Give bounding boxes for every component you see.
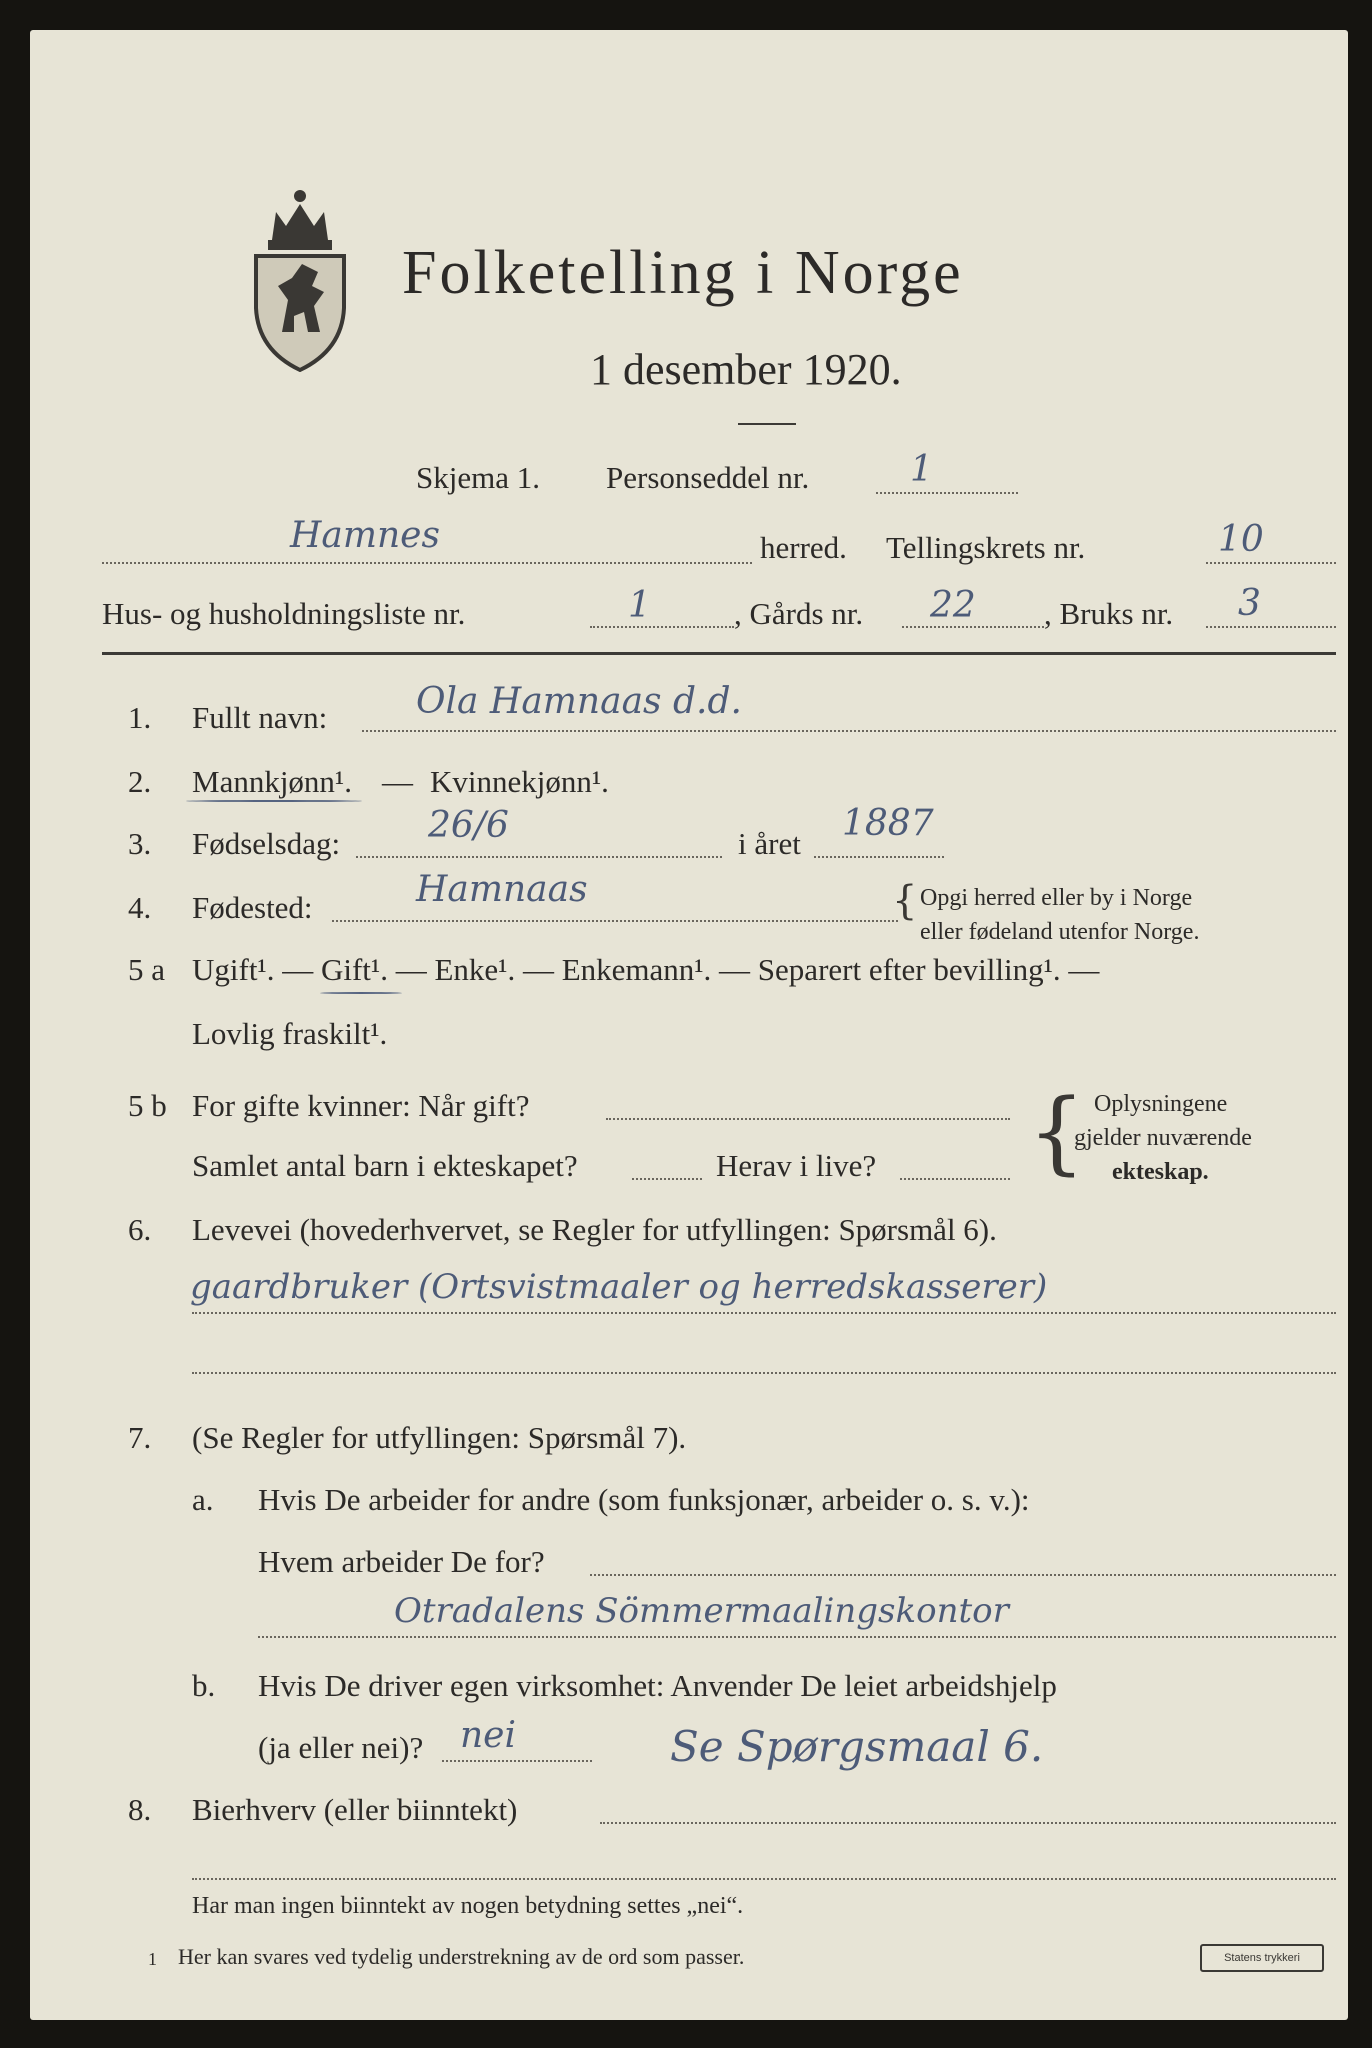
q6-line2 xyxy=(192,1372,1336,1374)
q7b-line xyxy=(442,1760,592,1762)
q3-label: Fødselsdag: xyxy=(192,826,341,861)
q7a-letter: a. xyxy=(192,1482,214,1517)
q6-line1 xyxy=(192,1312,1336,1314)
q5b-note-brace: { xyxy=(1028,1080,1086,1185)
q3-day-line xyxy=(356,856,722,858)
gards-label: , Gårds nr. xyxy=(734,596,864,631)
personseddel-line xyxy=(876,492,1018,494)
q3-year-label: i året xyxy=(738,826,801,861)
printer-stamp-text: Statens trykkeri xyxy=(1224,1952,1300,1964)
q2-female-option: Kvinnekjønn¹. xyxy=(430,764,609,799)
personseddel-value: 1 xyxy=(910,449,933,490)
q5b-note-line2: gjelder nuværende xyxy=(1074,1125,1252,1151)
q5a-gift-underline xyxy=(320,992,402,994)
no-income-note: Har man ingen biinntekt av nogen betydning settes „nei“. xyxy=(192,1893,744,1919)
norwegian-coat-of-arms-icon xyxy=(242,182,358,372)
q5a-options: Ugift¹. — Gift¹. — Enke¹. — Enkemann¹. — Separert efter bevilling¹. — xyxy=(192,952,1100,987)
form-title: Folketelling i Norge xyxy=(402,239,964,307)
hus-value: 1 xyxy=(628,585,651,626)
herred-line xyxy=(102,562,752,564)
q7a-value: Otradalens Sömmermaalingskontor xyxy=(394,1591,1009,1631)
q1-label: Fullt navn: xyxy=(192,700,328,735)
q3-day-value: 26/6 xyxy=(428,805,509,846)
personseddel-label: Personseddel nr. xyxy=(606,460,810,495)
q6-value: gaardbruker (Ortsvistmaaler og herredskasserer) xyxy=(190,1267,1048,1307)
section-divider xyxy=(102,652,1336,655)
herred-label: herred. xyxy=(760,530,847,565)
q8-line1 xyxy=(600,1822,1336,1824)
q1-line xyxy=(362,730,1336,732)
q7-number: 7. xyxy=(128,1420,152,1455)
q2-male-option: Mannkjønn¹. xyxy=(192,764,352,799)
q4-note-brace: { xyxy=(892,878,918,924)
q4-note-line1: Opgi herred eller by i Norge xyxy=(920,885,1193,911)
q3-year-line xyxy=(814,856,944,858)
q5b-children-label: Samlet antal barn i ekteskapet? xyxy=(192,1148,578,1183)
q1-value: Ola Hamnaas d.d. xyxy=(416,681,742,722)
q7b-value: nei xyxy=(460,1715,517,1756)
hus-label: Hus- og husholdningsliste nr. xyxy=(102,596,466,631)
bruks-line xyxy=(1206,626,1336,628)
q7b-extra-note: Se Spørgsmaal 6. xyxy=(670,1722,1044,1771)
q4-label: Fødested: xyxy=(192,890,313,925)
q2-number: 2. xyxy=(128,764,152,799)
tellingskrets-value: 10 xyxy=(1218,519,1264,560)
q8-label: Bierhverv (eller biinntekt) xyxy=(192,1792,518,1827)
q5b-note-line1: Oplysningene xyxy=(1094,1091,1228,1117)
q4-line xyxy=(332,920,898,922)
footnote-text: Her kan svares ved tydelig understrekning av de ord som passer. xyxy=(178,1944,745,1969)
printer-stamp xyxy=(1200,1944,1324,1972)
q7b-letter: b. xyxy=(192,1668,216,1703)
q5b-number: 5 b xyxy=(128,1088,167,1123)
q7b-text: Hvis De driver egen virksomhet: Anvender De leiet arbeidshjelp xyxy=(258,1668,1057,1703)
q8-number: 8. xyxy=(128,1792,152,1827)
q7-label: (Se Regler for utfyllingen: Spørsmål 7). xyxy=(192,1420,687,1455)
q4-number: 4. xyxy=(128,890,152,925)
q2-dash: — xyxy=(382,764,413,799)
q5b-note-line3: ekteskap. xyxy=(1112,1159,1209,1185)
q3-year-value: 1887 xyxy=(842,803,934,844)
q4-note-line2: eller fødeland utenfor Norge. xyxy=(920,919,1200,945)
header-divider xyxy=(738,423,796,425)
q2-male-underline xyxy=(186,800,362,802)
bruks-label: , Bruks nr. xyxy=(1044,596,1174,631)
q5b-alive-label: Herav i live? xyxy=(716,1148,877,1183)
q7a-text: Hvis De arbeider for andre (som funksjonær, arbeider o. s. v.): xyxy=(258,1482,1030,1517)
q4-value: Hamnaas xyxy=(416,869,588,910)
census-form-page xyxy=(30,30,1348,2020)
q3-number: 3. xyxy=(128,826,152,861)
q7a-line1 xyxy=(590,1574,1336,1576)
tellingskrets-line xyxy=(1206,562,1336,564)
hus-line xyxy=(590,626,734,628)
q5b-when-married: For gifte kvinner: Når gift? xyxy=(192,1088,530,1123)
q5b-children-line xyxy=(632,1178,702,1180)
q5b-alive-line xyxy=(900,1178,1010,1180)
q5a-options-line2: Lovlig fraskilt¹. xyxy=(192,1016,388,1051)
q7a-line2 xyxy=(258,1636,1336,1638)
q5a-number: 5 a xyxy=(128,952,166,987)
q6-number: 6. xyxy=(128,1212,152,1247)
bruks-value: 3 xyxy=(1238,583,1261,624)
q7b-question: (ja eller nei)? xyxy=(258,1730,424,1765)
q7a-question: Hvem arbeider De for? xyxy=(258,1544,545,1579)
q6-label: Levevei (hovederhvervet, se Regler for utfyllingen: Spørsmål 6). xyxy=(192,1212,997,1247)
q5b-when-line xyxy=(606,1118,1010,1120)
herred-value: Hamnes xyxy=(290,515,440,556)
form-date: 1 desember 1920. xyxy=(590,345,902,394)
gards-line xyxy=(902,626,1044,628)
q1-number: 1. xyxy=(128,700,152,735)
gards-value: 22 xyxy=(930,585,976,626)
q8-line2 xyxy=(192,1878,1336,1880)
footnote-number: 1 xyxy=(148,1949,157,1969)
tellingskrets-label: Tellingskrets nr. xyxy=(886,530,1086,565)
skjema-label: Skjema 1. xyxy=(416,460,540,495)
